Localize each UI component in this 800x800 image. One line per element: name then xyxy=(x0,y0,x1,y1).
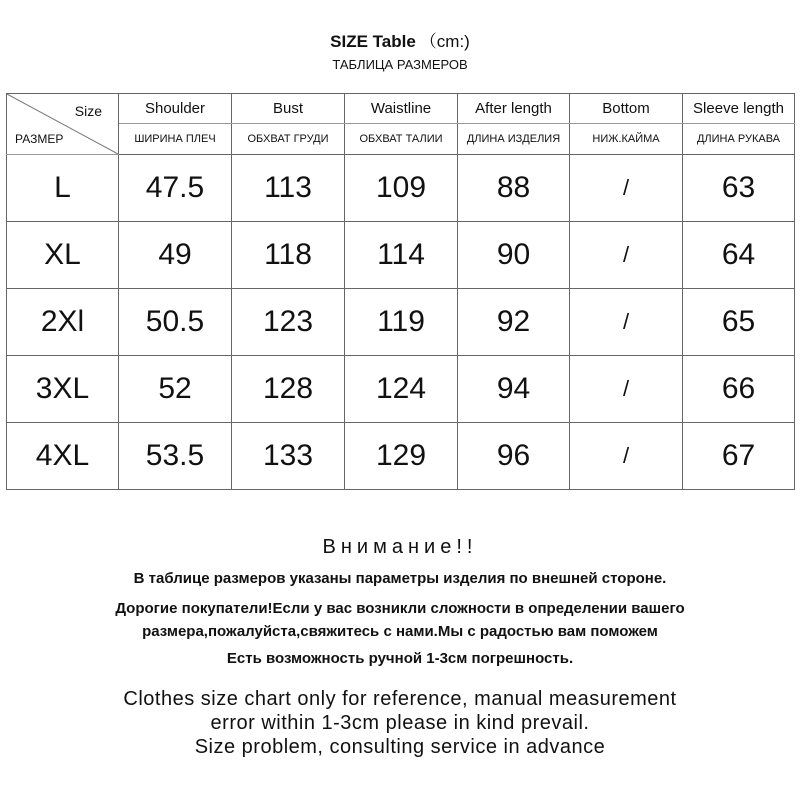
size-cell: XL xyxy=(7,222,119,289)
bust-cell: 123 xyxy=(232,289,345,356)
bottom-cell: / xyxy=(570,423,683,490)
column-header-shoulder: Shoulder xyxy=(119,94,232,124)
bust-cell: 113 xyxy=(232,155,345,222)
sleeve-length-cell: 63 xyxy=(683,155,795,222)
column-header-bust: Bust xyxy=(232,94,345,124)
sleeve-length-cell: 66 xyxy=(683,356,795,423)
header-row-english xyxy=(7,94,795,124)
after-length-cell: 88 xyxy=(458,155,570,222)
bottom-cell: / xyxy=(570,289,683,356)
bottom-cell: / xyxy=(570,155,683,222)
size-cell: 4XL xyxy=(7,423,119,490)
after-length-cell: 94 xyxy=(458,356,570,423)
notice-line: размера,пожалуйста,свяжитесь с нами.Мы с радостью вам поможем xyxy=(142,623,658,640)
bottom-cell: / xyxy=(570,356,683,423)
corner-size-label-ru: РАЗМЕР xyxy=(15,132,64,146)
bust-cell: 133 xyxy=(232,423,345,490)
size-cell: L xyxy=(7,155,119,222)
table-title xyxy=(0,30,800,54)
waistline-cell: 119 xyxy=(345,289,458,356)
sleeve-length-cell: 65 xyxy=(683,289,795,356)
column-header-bottom-ru: НИЖ.КАЙМА xyxy=(570,124,683,155)
waistline-cell: 124 xyxy=(345,356,458,423)
table-title-main: SIZE Table xyxy=(330,32,416,51)
notice-line: Есть возможность ручной 1-3см погрешность. xyxy=(226,650,574,667)
shoulder-cell: 53.5 xyxy=(119,423,232,490)
title-block xyxy=(0,30,800,74)
corner-size-label: Size xyxy=(74,103,102,119)
table-row xyxy=(7,356,795,423)
shoulder-cell: 47.5 xyxy=(119,155,232,222)
after-length-cell: 90 xyxy=(458,222,570,289)
table-title-unit: （cm:) xyxy=(419,32,470,51)
bottom-cell: / xyxy=(570,222,683,289)
column-header-sleeve-length: Sleeve length xyxy=(683,94,795,124)
column-header-waistline-ru: ОБХВАТ ТАЛИИ xyxy=(345,124,458,155)
column-header-bust-ru: ОБХВАТ ГРУДИ xyxy=(232,124,345,155)
waistline-cell: 129 xyxy=(345,423,458,490)
table-subtitle: ТАБЛИЦА РАЗМЕРОВ xyxy=(332,57,468,72)
shoulder-cell: 50.5 xyxy=(119,289,232,356)
english-notice-line: error within 1-3cm please in kind prevail. xyxy=(210,712,590,734)
after-length-cell: 96 xyxy=(458,423,570,490)
column-header-bottom: Bottom xyxy=(570,94,683,124)
column-header-after-length: After length xyxy=(458,94,570,124)
table-row xyxy=(7,423,795,490)
english-notice-line: Size problem, consulting service in advance xyxy=(194,736,606,758)
notice-line: В таблице размеров указаны параметры изделия по внешней стороне. xyxy=(133,570,667,587)
notice-line: Дорогие покупатели!Если у вас возникли сложности в определении вашего xyxy=(115,600,685,617)
table-row xyxy=(7,222,795,289)
column-header-sleeve-length-ru: ДЛИНА РУКАВА xyxy=(683,124,795,155)
size-table xyxy=(6,93,795,490)
column-header-waistline: Waistline xyxy=(345,94,458,124)
bust-cell: 118 xyxy=(232,222,345,289)
corner-header-cell xyxy=(7,94,119,155)
bust-cell: 128 xyxy=(232,356,345,423)
size-cell: 2Xl xyxy=(7,289,119,356)
table-row xyxy=(7,155,795,222)
size-cell: 3XL xyxy=(7,356,119,423)
shoulder-cell: 52 xyxy=(119,356,232,423)
column-header-after-length-ru: ДЛИНА ИЗДЕЛИЯ xyxy=(458,124,570,155)
waistline-cell: 114 xyxy=(345,222,458,289)
english-notice-line: Clothes size chart only for reference, manual measurement xyxy=(123,688,677,710)
sleeve-length-cell: 67 xyxy=(683,423,795,490)
shoulder-cell: 49 xyxy=(119,222,232,289)
notice-title: Внимание!! xyxy=(322,536,478,558)
header-row-russian xyxy=(7,124,795,155)
after-length-cell: 92 xyxy=(458,289,570,356)
table-row xyxy=(7,289,795,356)
waistline-cell: 109 xyxy=(345,155,458,222)
column-header-shoulder-ru: ШИРИНА ПЛЕЧ xyxy=(119,124,232,155)
sleeve-length-cell: 64 xyxy=(683,222,795,289)
